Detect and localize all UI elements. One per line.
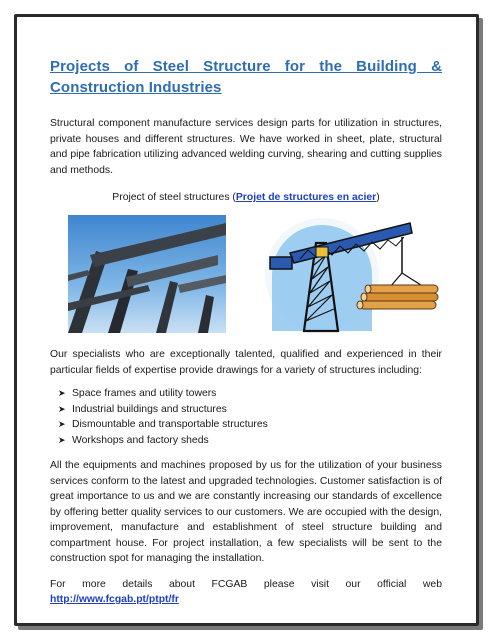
list-item-label: Space frames and utility towers [72, 388, 217, 399]
list-item-label: Dismountable and transportable structures [72, 419, 268, 430]
list-item [58, 433, 442, 449]
arrow-bullet-icon: ➤ [58, 434, 66, 445]
crane-illustration [260, 213, 444, 337]
specialists-paragraph: Our specialists who are exceptionally talented, qualified and experienced in their particular fields of expertise provide drawings for a variety of structures including: [50, 349, 442, 376]
content [50, 56, 442, 608]
list-item-label: Industrial buildings and structures [72, 403, 227, 415]
structures-list [50, 386, 442, 448]
image-caption [50, 190, 442, 205]
image-row [50, 213, 442, 341]
caption-suffix: ) [376, 192, 380, 203]
list-item [58, 402, 442, 418]
list-item-label: Workshops and factory sheds [72, 434, 209, 446]
arrow-bullet-icon: ➤ [58, 403, 66, 414]
footer-paragraph [50, 577, 442, 608]
intro-paragraph: Structural component manufacture services design parts for utilization in structures, private houses and different structures. We have worked in sheet, plate, structural and pipe fabrication utilizing advanced welding curving, shearing and cutting supplies and methods. [50, 118, 442, 176]
steel-beams-photo [68, 215, 226, 333]
arrow-bullet-icon: ➤ [58, 388, 66, 398]
list-item [58, 386, 442, 402]
page-title: Projects of Steel Structure for the Building & Construction Industries [50, 58, 442, 96]
caption-prefix: Project of steel structures ( [112, 192, 236, 203]
equipment-paragraph: All the equipments and machines proposed by us for the utilization of your business services conform to the latest and upgraded technologies. Customer satisfaction is of great importance to us and we are constantly increasing our standards of excellence by offering better quality services to our customers. We are occupied with the design, improvement, manufacture and establishment of steel structure building and compartment house. For project installation, a few specialists will be sent to the construction spot for managing the installation. [50, 460, 442, 564]
website-link[interactable]: http://www.fcgab.pt/ptpt/fr [50, 594, 179, 605]
list-item [58, 417, 442, 433]
footer-text: For more details about FCGAB please visit our official web [50, 578, 442, 590]
caption-link[interactable]: Projet de structures en acier [235, 192, 377, 203]
arrow-bullet-icon: ➤ [58, 419, 66, 429]
